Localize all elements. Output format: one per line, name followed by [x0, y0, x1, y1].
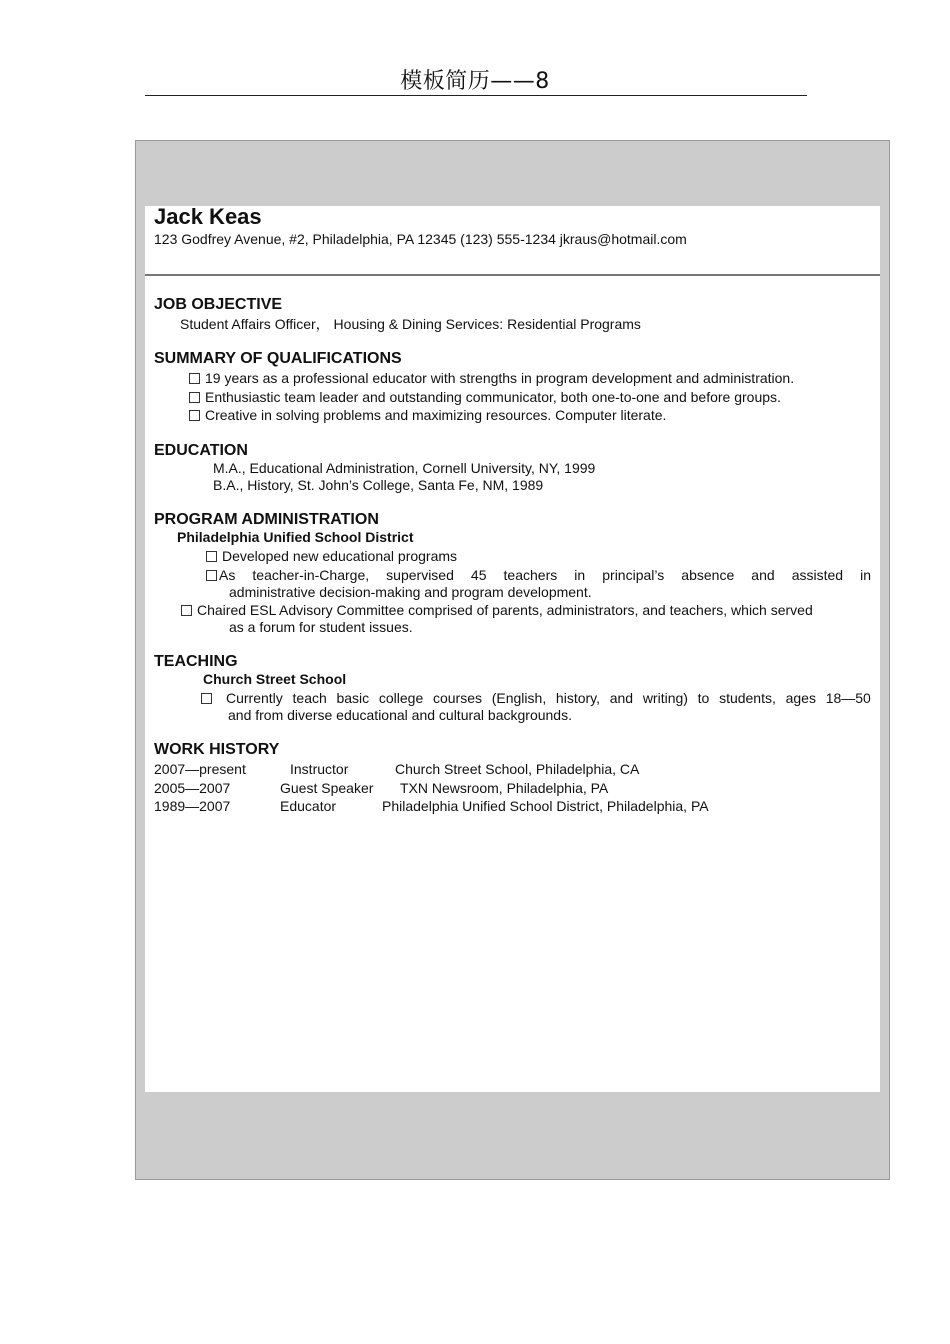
checkbox-bullet-icon	[206, 570, 217, 581]
program-admin-item: Chaired ESL Advisory Committee comprised of parents, administrators, and teachers, which served	[181, 602, 813, 619]
checkbox-bullet-icon	[189, 410, 200, 421]
work-history-row	[0, 780, 950, 797]
candidate-name: Jack Keas	[154, 204, 262, 229]
work-history-row	[0, 798, 950, 815]
work-history-heading: WORK HISTORY	[154, 741, 280, 758]
program-admin-item-continued: as a forum for student issues.	[229, 619, 413, 635]
work-dates: 2007—present	[154, 761, 246, 777]
work-dates: 2005—2007	[154, 780, 231, 796]
work-place: Church Street School, Philadelphia, CA	[395, 761, 640, 777]
teaching-org: Church Street School	[203, 671, 347, 687]
contact-line: 123 Godfrey Avenue, #2, Philadelphia, PA 12345 (123) 555-1234 jkraus@hotmail.com	[154, 231, 687, 247]
work-history-row	[0, 761, 950, 778]
education-heading: EDUCATION	[154, 442, 248, 459]
education-item: M.A., Educational Administration, Cornell University, NY, 1999	[213, 460, 596, 476]
work-place: TXN Newsroom, Philadelphia, PA	[400, 780, 609, 796]
program-admin-item: As teacher-in-Charge, supervised 45 teachers in principal’s absence and assisted in	[206, 567, 871, 584]
work-role: Educator	[280, 798, 337, 814]
checkbox-bullet-icon	[189, 373, 200, 384]
work-dates: 1989—2007	[154, 798, 231, 814]
summary-item: Creative in solving problems and maximizing resources. Computer literate.	[189, 407, 666, 424]
program-admin-org: Philadelphia Unified School District	[177, 529, 414, 545]
checkbox-bullet-icon	[206, 551, 217, 562]
job-objective-heading: JOB OBJECTIVE	[154, 296, 283, 313]
checkbox-bullet-icon	[189, 392, 200, 403]
checkbox-bullet-icon	[181, 605, 192, 616]
teaching-item-continued: and from diverse educational and cultural backgrounds.	[228, 707, 572, 723]
title-underline	[145, 95, 807, 96]
program-admin-item-continued: administrative decision-making and program development.	[229, 584, 592, 600]
teaching-heading: TEACHING	[154, 653, 238, 670]
education-item: B.A., History, St. John’s College, Santa Fe, NM, 1989	[213, 477, 544, 493]
teaching-item: Currently teach basic college courses (English, history, and writing) to students, ages 18—50	[201, 690, 871, 707]
checkbox-bullet-icon	[201, 693, 212, 704]
header-divider	[145, 274, 880, 276]
work-role: Instructor	[290, 761, 349, 777]
job-objective-text: Student Affairs Officer， Housing & Dining Services: Residential Programs	[180, 316, 641, 332]
summary-item: Enthusiastic team leader and outstanding communicator, both one-to-one and before groups.	[189, 389, 781, 406]
program-admin-item: Developed new educational programs	[206, 548, 457, 565]
resume-sheet	[145, 206, 880, 1092]
work-role: Guest Speaker	[280, 780, 374, 796]
work-place: Philadelphia Unified School District, Philadelphia, PA	[382, 798, 709, 814]
summary-item: 19 years as a professional educator with strengths in program development and administration.	[189, 370, 794, 387]
summary-heading: SUMMARY OF QUALIFICATIONS	[154, 350, 402, 367]
document-title: 模板简历——8	[400, 69, 550, 94]
program-admin-heading: PROGRAM ADMINISTRATION	[154, 511, 379, 528]
